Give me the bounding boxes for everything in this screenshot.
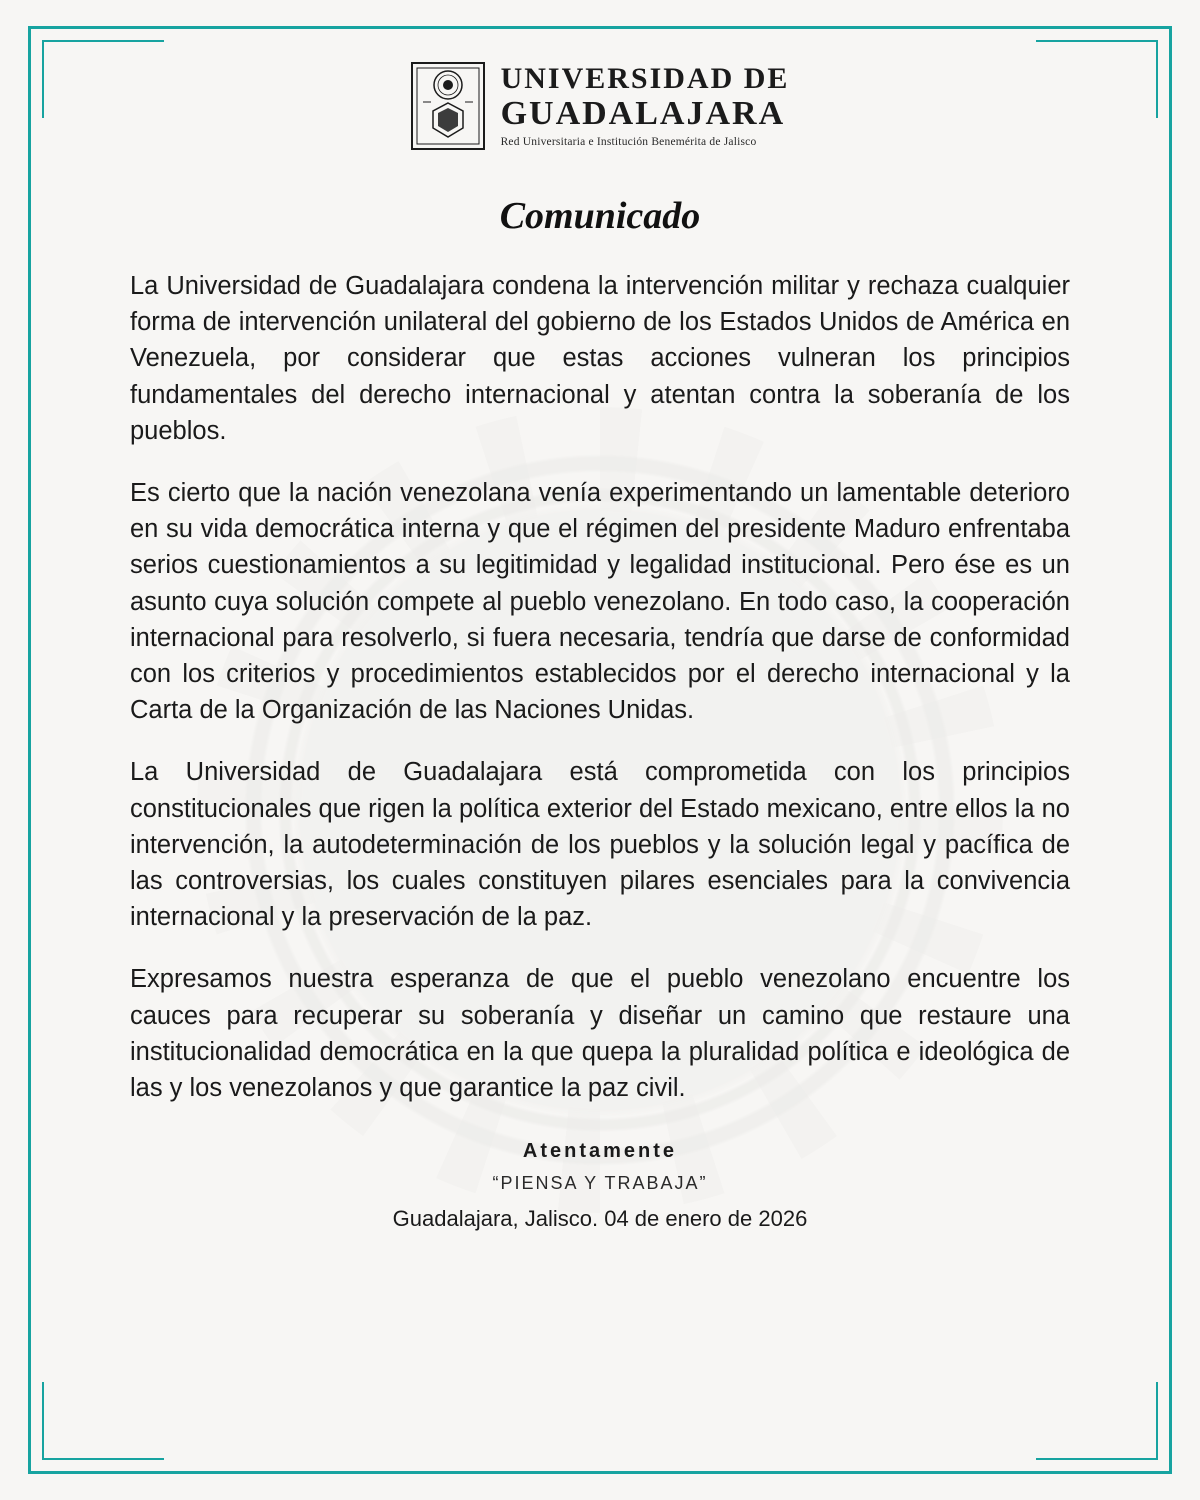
statement-body [130,268,1070,1106]
statement-paragraph: La Universidad de Guadalajara condena la intervención militar y rechaza cualquier forma de intervención unilateral del gobierno de los Estados Unidos de América en Venezuela, por considerar que estas acciones vulneran los principios fundamentales del derecho internacional y atentan contra la soberanía de los pueblos. [130,272,1070,445]
statement-paragraph: Es cierto que la nación venezolana venía experimentando un lamentable deterioro en su vida democrática interna y que el régimen del presidente Maduro enfrentaba serios cuestionamientos a su legitimidad y legalidad institucional. Pero ése es un asunto cuya solución compete al pueblo venezolano. En todo caso, la cooperación internacional para resolverlo, si fuera necesaria, tendría que darse de conformidad con los criterios y procedimientos establecidos por el derecho internacional y la Carta de la Organización de las Naciones Unidas. [130,479,1070,725]
signoff-place-date: Guadalajara, Jalisco. 04 de enero de 2026 [392,1206,808,1232]
signoff-salutation: Atentamente [522,1140,678,1163]
institution-name-line2: GUADALAJARA [500,94,786,132]
institution-tagline: Red Universitaria e Institución Benemérita de Jalisco [500,135,757,148]
statement-paragraph: La Universidad de Guadalajara está comprometida con los principios constitucionales que rigen la política exterior del Estado mexicano, entre ellos la no intervención, la autodeterminación de los pueblos y la solución legal y pacífica de las controversias, los cuales constituyen pilares esenciales para la convivencia internacional y la preservación de la paz. [130,758,1070,932]
university-crest-icon [411,62,485,150]
statement-paragraph: Expresamos nuestra esperanza de que el pueblo venezolano encuentre los cauces para recuperar su soberanía y diseñar un camino que restaure una institucionalidad democrática en la que quepa la pluralidad política e ideológica de las y los venezolanos y que garantice la paz civil. [130,965,1070,1103]
institution-name-line1: UNIVERSIDAD DE [500,61,790,95]
signoff-block [130,1140,1070,1232]
signoff-motto: “PIENSA Y TRABAJA” [492,1173,708,1194]
institution-name-block [500,61,790,149]
page-title: Comunicado [499,195,701,237]
institution-logo [130,62,1070,150]
